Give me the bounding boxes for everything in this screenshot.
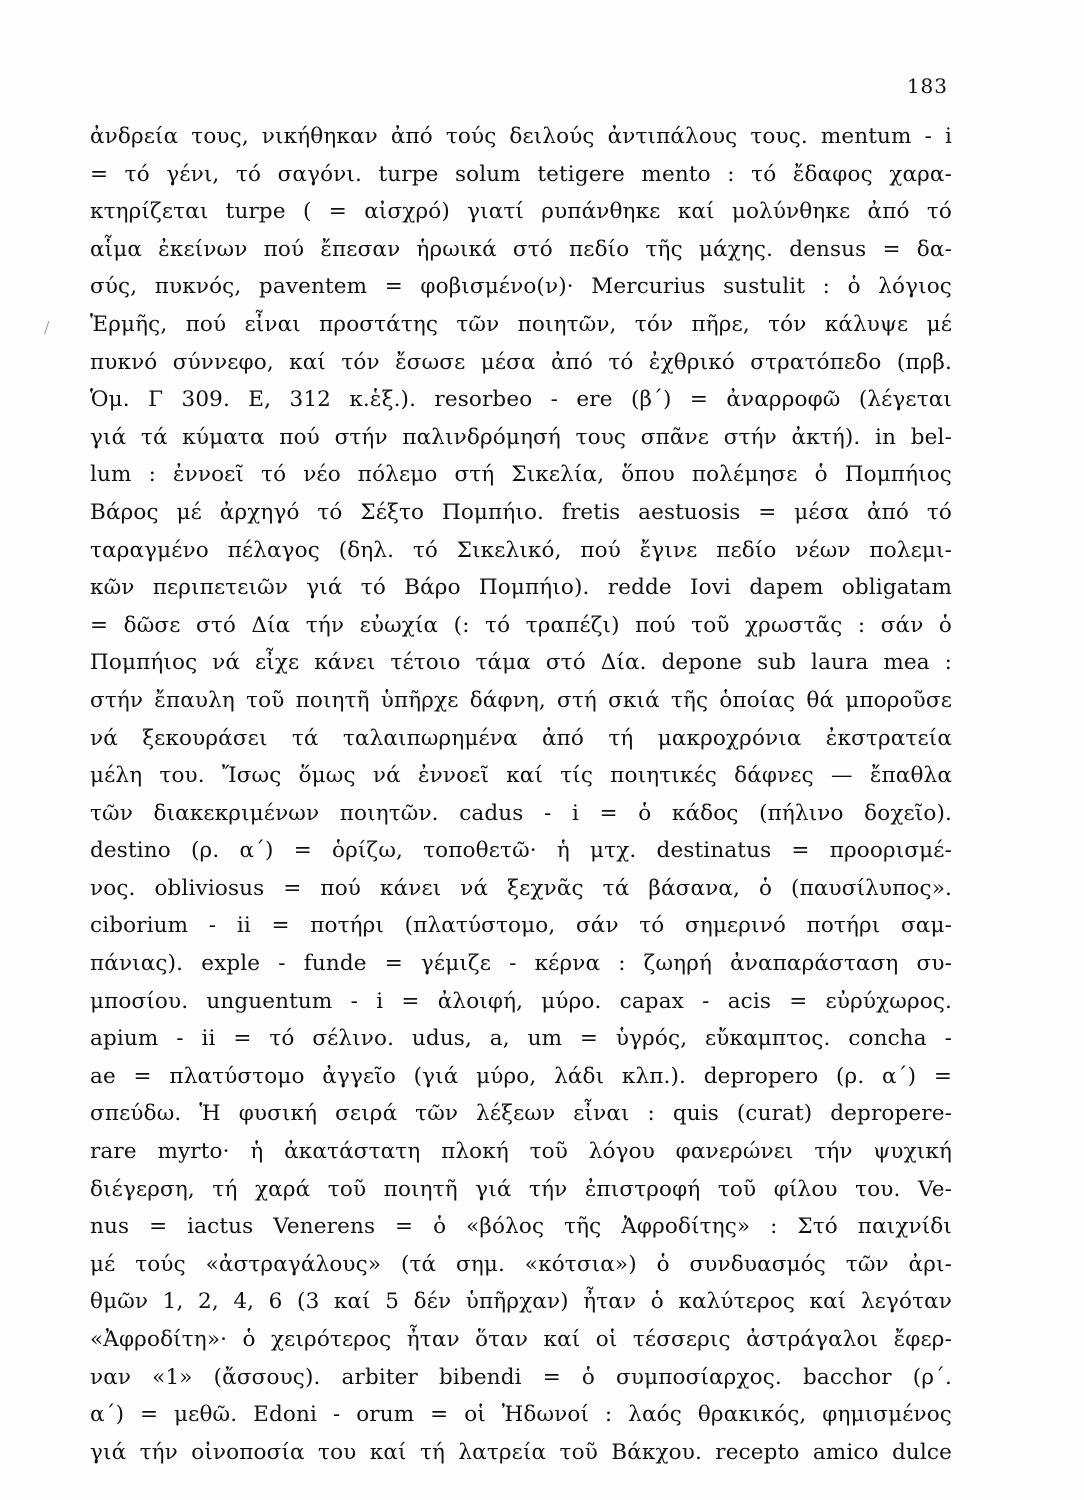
text-line: γιά τά κύματα πού στήν παλινδρόμησή τους σπᾶνε στήν ἀκτή). in bel- [90, 424, 952, 450]
text-line: στήν ἔπαυλη τοῦ ποιητῆ ὑπῆρχε δάφνη, στή σκιά τῆς ὁποίας θά μποροῦσε [90, 687, 952, 713]
text-line: σπεύδω. Ἡ φυσική σειρά τῶν λέξεων εἶναι : quis (curat) depropere- [90, 1101, 952, 1127]
text-line: ciborium - ii = ποτήρι (πλατύστομο, σάν τό σημερινό ποτήρι σαμ- [90, 913, 952, 939]
text-line: πυκνό σύννεφο, καί τόν ἔσωσε μέσα ἀπό τό ἐχθρικό στρατόπεδο (πρβ. [90, 349, 952, 375]
text-line: θμῶν 1, 2, 4, 6 (3 καί 5 δέν ὑπῆρχαν) ἦταν ὁ καλύτερος καί λεγόταν [90, 1289, 952, 1315]
text-line: κτηρίζεται turpe ( = αἰσχρό) γιατί ρυπάνθηκε καί μολύνθηκε ἀπό τό [90, 199, 952, 225]
text-line: Ἑρμῆς, πού εἶναι προστάτης τῶν ποιητῶν, τόν πῆρε, τόν κάλυψε μέ [90, 311, 952, 337]
commentary-text [90, 118, 952, 1471]
text-line: ae = πλατύστομο ἀγγεῖο (γιά μύρο, λάδι κλπ.). depropero (ρ. α΄) = [90, 1063, 952, 1089]
text-line: nus = iactus Venerens = ὁ «βόλος τῆς Ἀφροδίτης» : Στό παιχνίδι [90, 1214, 952, 1240]
text-line: μποσίου. unguentum - i = ἀλοιφή, μύρο. capax - acis = εὐρύχωρος. [90, 988, 952, 1014]
text-line: ναν «1» (ἄσσους). arbiter bibendi = ὁ συμποσίαρχος. bacchor (ρ΄. [90, 1364, 952, 1390]
text-line: αἷμα ἐκείνων πού ἔπεσαν ἡρωικά στό πεδίο τῆς μάχης. densus = δα- [90, 236, 952, 262]
text-line: νά ξεκουράσει τά ταλαιπωρημένα ἀπό τή μακροχρόνια ἐκστρατεία [90, 725, 952, 751]
margin-mark [44, 321, 57, 337]
text-line: κῶν περιπετειῶν γιά τό Βάρο Πομπήιο). redde Iovi dapem obligatam [90, 575, 952, 601]
text-line: apium - ii = τό σέλινο. udus, a, um = ὑγρός, εὔκαμπτος. concha - [90, 1026, 952, 1052]
page-number: 183 [906, 74, 948, 98]
text-line: διέγερση, τή χαρά τοῦ ποιητῆ γιά τήν ἐπιστροφή τοῦ φίλου του. Ve- [90, 1176, 952, 1202]
text-line: γιά τήν οἰνοποσία του καί τή λατρεία τοῦ Βάκχου. recepto amico dulce [90, 1439, 952, 1465]
text-line: Βάρος μέ ἀρχηγό τό Σέξτο Πομπήιο. fretis aestuosis = μέσα ἀπό τό [90, 499, 952, 525]
text-line: Πομπήιος νά εἶχε κάνει τέτοιο τάμα στό Δία. depone sub laura mea : [90, 650, 952, 676]
text-line: = τό γένι, τό σαγόνι. turpe solum tetigere mento : τό ἔδαφος χαρα- [90, 161, 952, 187]
text-line: ἀνδρεία τους, νικήθηκαν ἀπό τούς δειλούς ἀντιπάλους τους. mentum - i [90, 124, 952, 149]
text-line: lum : ἐννοεῖ τό νέο πόλεμο στή Σικελία, ὅπου πολέμησε ὁ Πομπήιος [90, 462, 952, 488]
text-line: «Ἀφροδίτη»· ὁ χειρότερος ἦταν ὅταν καί οἱ τέσσερις ἀστράγαλοι ἔφερ- [90, 1327, 952, 1352]
text-line: α΄) = μεθῶ. Edoni - orum = οἱ Ἠδωνοί : λαός θρακικός, φημισμένος [90, 1402, 952, 1428]
text-line: rare myrto· ἡ ἀκατάστατη πλοκή τοῦ λόγου φανερώνει τήν ψυχική [90, 1139, 952, 1165]
text-line: Ὁμ. Γ 309. Ε, 312 κ.ἑξ.). resorbeo - ere (β΄) = ἀναρροφῶ (λέγεται [90, 387, 952, 413]
text-line: νος. obliviosus = πού κάνει νά ξεχνᾶς τά βάσανα, ὁ (παυσίλυπος». [90, 875, 952, 901]
text-line: μέλη του. Ἴσως ὅμως νά ἐννοεῖ καί τίς ποιητικές δάφνες — ἔπαθλα [90, 763, 952, 789]
text-line: ταραγμένο πέλαγος (δηλ. τό Σικελικό, πού ἔγινε πεδίο νέων πολεμι- [90, 537, 952, 563]
text-line: τῶν διακεκριμένων ποιητῶν. cadus - i = ὁ κάδος (πήλινο δοχεῖο). [90, 800, 952, 826]
text-line: destino (ρ. α΄) = ὁρίζω, τοποθετῶ· ἡ μτχ. destinatus = προορισμέ- [90, 838, 952, 864]
text-line: πάνιας). exple - funde = γέμιζε - κέρνα : ζωηρή ἀναπαράσταση συ- [90, 951, 952, 977]
text-line: μέ τούς «ἀστραγάλους» (τά σημ. «κότσια») ὁ συνδυασμός τῶν ἀρι- [90, 1251, 952, 1277]
text-line: = δῶσε στό Δία τήν εὐωχία (: τό τραπέζι) πού τοῦ χρωστᾶς : σάν ὁ [90, 612, 952, 638]
text-line: σύς, πυκνός, paventem = φοβισμένο(ν)· Mercurius sustulit : ὁ λόγιος [90, 274, 952, 300]
